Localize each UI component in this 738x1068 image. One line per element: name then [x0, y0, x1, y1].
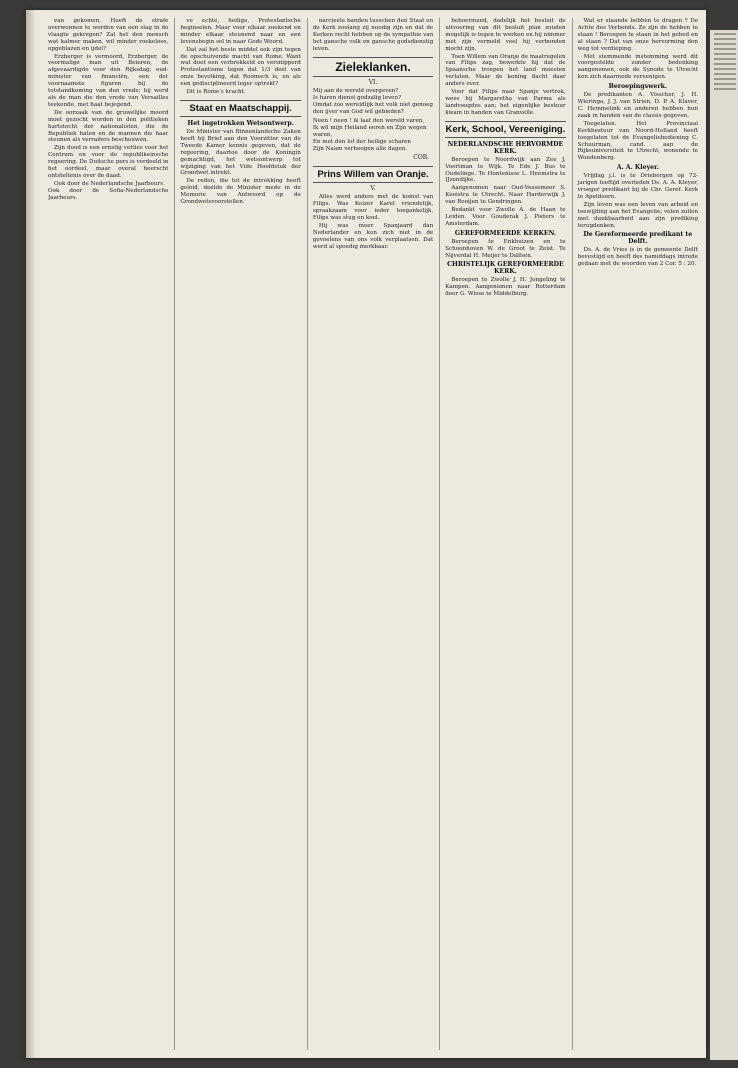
paragraph: Toen Willem van Oranje de maatregelen van Filips zag, bewerkte hij dat de Spaansche troepen het land moesten verlaten. Maar de koning dacht daar anders over. [445, 53, 566, 88]
article-subhead: GEREFORMEERDE KERKEN. [454, 229, 557, 237]
paragraph: Toegelaten. Het Provinciaal Kerkbestuur van Noord-Holland heeft toegelaten tot de Evangeliebediening C. Schuurman, cand. aan de Rijksuniversiteit te Utrecht, wonende te Woudenberg. [577, 120, 699, 162]
paragraph: Dit is Rome's kracht. [186, 89, 246, 96]
article-subhead: Beroepingswerk. [608, 83, 668, 91]
text-line-fragment [714, 78, 736, 80]
paragraph: De Minister van Binnenlandsche Zaken heeft bij Brief aan den Voorzitter van de Tweede Kamer kennis gegeven, dat de regeering, daartoe door de Koningin gemachtigd, het wetsontwerp tot wijziging van het Vide Hoofdstuk der Grondwet intrekt. [180, 128, 301, 177]
paragraph: Beroepen te Noordwijk aan Zee J. Voortman te Wijk. Te Ede J. Bus te Oudelinge. Te Hontenisse L. Heemstra te IJzendijke. [445, 156, 566, 184]
column-5 [572, 18, 698, 1050]
text-line-fragment [714, 88, 736, 90]
paragraph: Bedankt voor Zwolle A. de Haan te Leiden. Voor Gouderak J. Pieters te Amsterdam. [445, 207, 566, 227]
section-headline: Kerk, School, Vereeniging. [445, 121, 565, 138]
text-line-fragment [714, 53, 736, 55]
article-subhead: A. A. Kleyer. [616, 164, 659, 172]
paragraph: ve echte, heilige, Protestantsche beginselen. Maar voor elkaar zoekend en minder elkaar steunend naar en een levensbegin sel in naar Gods Woord. [180, 18, 301, 45]
text-line-fragment [714, 48, 736, 50]
article-subhead: Het ingetrokken Wetsontwerp. [187, 119, 294, 127]
paragraph: De oorzaak van de gruwelijke moord moet gezocht worden in den politieken hartstocht der nationalisten, die de Republiek haten en de mannen die haar steunen als verraders beschouwen. [48, 109, 169, 144]
roman-numeral: VI. [368, 78, 378, 86]
paragraph: Dat zal het beste middel ook zijn tegen de opschuivende macht van Rome. Want wat doet een verbrokkeld en versnipperd Protestantisme tegen dat 1/3 deel van onze bevolking, dat Roomsch is, en als een gedisciplineerd leger optrekt? [180, 46, 301, 88]
paragraph: Voor dat Filips naar Spanje vertrok, wees hij Margaretha van Parma als landvoogdes aan; het eigenlijke bestuur kwam in handen van Granvelle. [445, 89, 566, 116]
article-subhead: NEDERLANDSCHE HERVORMDE KERK. [447, 140, 564, 155]
newspaper-page [26, 10, 706, 1058]
signature: COR. [413, 153, 430, 161]
text-line-fragment [714, 43, 736, 45]
article-subhead: De Gereformeerde predikant te Delft. [583, 231, 693, 246]
paragraph: Alles werd anders met de komst van Filips. Was Keizer Karel vriendelijk, spraakzaam voor ieder toegankelijk, Filips was stug en koel. [312, 194, 434, 222]
paragraph: beboermeed, dadelijk het besluit de uitvoering van dit besluit plan zouden mogelijk is tegen te werken en hij nimmer met zijn vermeld veel hij verbonden mocht zijn. [445, 18, 566, 52]
paragraph: De reden, die tot de intrekking heeft geleid, deelde de Minister mede in de Memorie van Antwoord op de Grondwetsvoorstellen. [180, 178, 301, 206]
text-line-fragment [714, 33, 736, 35]
paragraph: Wat er staande bebben te dragen ? De Achte des Verbonds. Ze zijn de hebben te staan ! Beroepen te staan in het gebed en al staan ? Dat van onze hervorming den weg tot verdieping. [577, 18, 699, 52]
paragraph: Beroepen te Enkhuizen en te Schoonhoven W. de Groot te Zeist. Te Nijverdal H. Meijer te Dalfsen. [445, 238, 566, 259]
text-line-fragment [714, 38, 736, 40]
text-line-fragment [714, 58, 736, 60]
paragraph: Hij was meer Spanjaard dan Nederlander en kon zich niet in de gevoelens van ons volk verplaatsen. Dat werd al spoedig merkbaar. [312, 223, 434, 250]
column-3 [307, 18, 433, 1050]
paragraph: Met stemmende instemming werd dit voorgestelde zonder bedenking aangenomen, ook de Synode te Utrecht kon zich daarmede vereenigen. [577, 53, 699, 81]
columns [48, 18, 698, 1050]
article-subhead: CHRISTELIJK GEREFORMEERDE KERK. [447, 261, 564, 276]
text-line-fragment [714, 68, 736, 70]
adjacent-page-edge [710, 30, 738, 1060]
roman-numeral: V. [370, 184, 376, 192]
paragraph: Ook door de Nederlandsche Jaarbeurs. Ook door de Sofia-Nederlandsche Jaarbeurs. [48, 180, 169, 201]
section-headline: Prins Willem van Oranje. [313, 166, 433, 183]
section-headline: Staat en Maatschappij. [180, 100, 300, 117]
column-2 [174, 18, 300, 1050]
paragraph: Zijn dood is een ernstig verlies voor het Centrum en voor de republikeinsche regeering. De Duitsche pers is verdeeld in het oordeel, maar overal heerscht ontsteltenis over de daad. [48, 145, 169, 179]
paragraph: Zijn leven was een leven van arbeid en toewijding aan het Evangelie; velen zullen met dankbaarheid aan zijn prediking terugdenken. [577, 201, 699, 229]
section-headline: Zieleklanken. [313, 57, 433, 77]
text-line-fragment [714, 83, 736, 85]
column-4 [439, 18, 565, 1050]
text-line-fragment [714, 73, 736, 75]
poem-stanza: Mij aan de wereld overgeven? Is haren dienst godzalig leven? Omdat zoo wereldlijk het volk niet genoeg den ijver van God wil gebieden? [312, 88, 433, 116]
column-1 [48, 18, 168, 1050]
paragraph: van gekomen. Hoeft de strafe overwonnen te worden van een slag in de vlaagte gekregen? Zal het den mensch wat kalmer maken, wil minder roekeloos, opgeblazen en ijdel? [48, 18, 169, 52]
paragraph: Beroepen te Zwolle J. H. Jongeling te Kampen. Aangenomen naar Rotterdam door G. Wisse te Middelburg. [445, 277, 566, 298]
paragraph: narcieele banden tusschen den Staat en de Kerk zoolang zij noodig zijn en dat de Kerken recht hebben op de sympathie van het gansche volk en gansche godsdienstig leven. [312, 18, 434, 52]
paragraph: Vrijdag j.l. is te Driebergen op 72-jarigen leeftijd overleden Ds. A. A. Kleyer, vroeger predikant bij de Chr. Geref. Kerk te Apeldoorn. [577, 173, 699, 200]
poem [313, 88, 433, 152]
paragraph: Ds. A. de Vries is in de gemeente Delft bevestigd en heeft des namiddags intrede gedaan met de woorden van 2 Cor. 5 : 20. [577, 247, 699, 268]
text-line-fragment [714, 63, 736, 65]
paragraph: Erzberger is vermoord, Erzberger, de voormalige man uit Beieren, de afgevaardigde voor den Rijksdag; oud-minister van financiën, een der voornaamste figuren bij de totstandkoming van den vrede; hij werd als de man die den vrede van Versailles teekende, met haat bejegend. [48, 53, 169, 108]
paragraph: De predikanten A. Visscher, J. H. Wieringa, J. J. van Strien, D. P. A. Klaver, C. Hemmelink en anderen hebben hun zaak in handen van de classis gegeven. [577, 92, 699, 119]
poem-stanza: Neen ! neen ! ik laat den wereld varen, Ik wil mijn Heiland eeren en Zijn wegen waren, En met den lof der heilige scharen Zijn Naam verhoogen alle dagen. [312, 118, 427, 152]
paragraph: Aangenomen naar Oud-Vossemeer S. Kooistra te Utrecht. Naar Harderwijk J. van Rooijen te Gendringen. [445, 185, 566, 206]
